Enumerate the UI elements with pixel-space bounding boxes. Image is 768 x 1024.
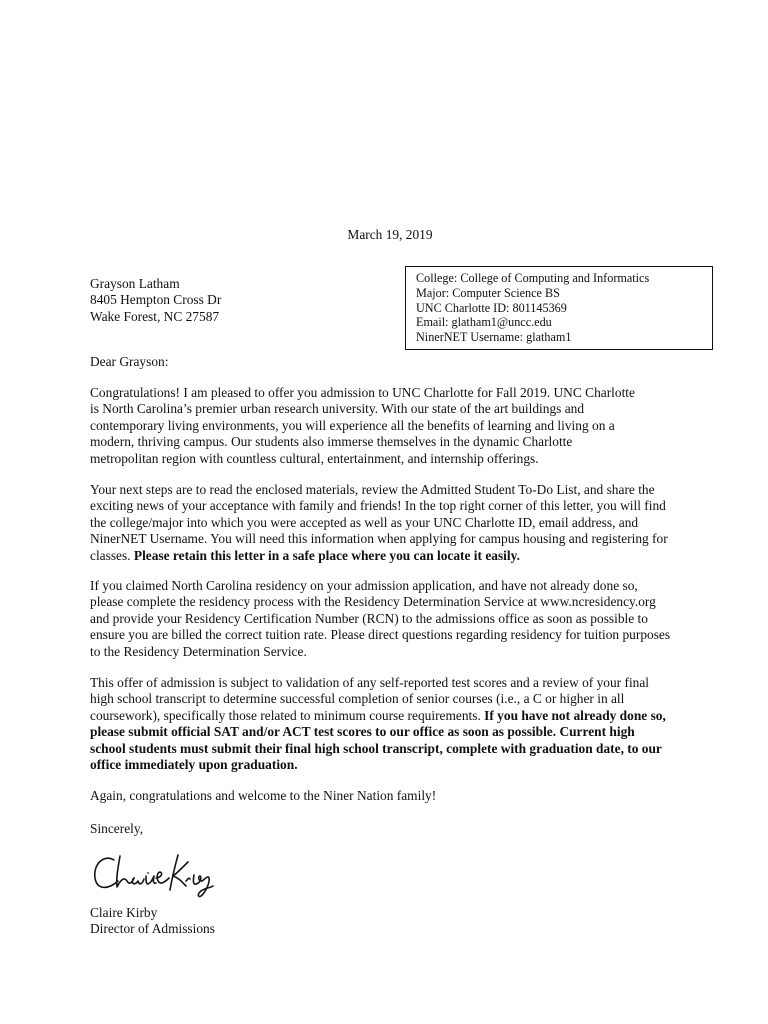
- info-major: Major: Computer Science BS: [416, 285, 560, 300]
- bold-notice: school students must submit their final high school transcript, complete with graduation date, to our: [90, 740, 662, 756]
- retain-letter-notice: Please retain this letter in a safe place where you can locate it easily.: [133, 547, 520, 563]
- paragraph-line: high school transcript to determine successful completion of senior courses (i.e., a C or higher in all: [90, 691, 625, 707]
- bold-notice: please submit official SAT and/or ACT test scores to our office as soon as possible. Current high: [90, 724, 635, 740]
- salutation: Dear Grayson:: [90, 354, 169, 369]
- paragraph-line: exciting news of your acceptance with family and friends! In the top right corner of this letter, you will find: [90, 498, 666, 514]
- signature-image: [90, 848, 215, 903]
- paragraph-offer-conditions: [90, 675, 700, 773]
- signer-block: [90, 905, 215, 938]
- paragraph-line: [90, 708, 700, 724]
- info-username: NinerNET Username: glatham1: [416, 330, 572, 345]
- paragraph-line: contemporary living environments, you will experience all the benefits of learning and living on a: [90, 417, 615, 433]
- bold-notice: If you have not already done so,: [484, 707, 666, 723]
- paragraph-line: ensure you are billed the correct tuition rate. Please direct questions regarding residency for tuition purposes: [90, 627, 671, 643]
- paragraph-line: to the Residency Determination Service.: [90, 643, 307, 659]
- paragraph-line: [90, 741, 700, 757]
- signature-dot: [147, 872, 149, 874]
- signer-name: Claire Kirby: [90, 905, 158, 920]
- paragraph-text: classes.: [90, 547, 134, 563]
- paragraph-line: please complete the residency process with the Residency Determination Service at www.ncresidency.org: [90, 594, 656, 610]
- closing: Sincerely,: [90, 821, 144, 836]
- paragraph-line: [90, 724, 700, 740]
- paragraph-welcome: Again, congratulations and welcome to the Niner Nation family!: [90, 788, 437, 803]
- paragraph-text: coursework), specifically those related to minimum course requirements.: [90, 707, 485, 723]
- paragraph-line: metropolitan region with countless cultural, entertainment, and internship offerings.: [90, 450, 539, 466]
- recipient-city: Wake Forest, NC 27587: [90, 308, 220, 324]
- info-college: College: College of Computing and Informatics: [416, 271, 650, 285]
- paragraph-line: and provide your Residency Certification Number (RCN) to the admissions office as soon as possible to: [90, 610, 648, 626]
- paragraph-congratulations: [90, 385, 700, 467]
- paragraph-line: [90, 757, 700, 773]
- paragraph-line: is North Carolina’s premier urban research university. With our state of the art buildings and: [90, 401, 585, 417]
- paragraph-next-steps: [90, 482, 700, 564]
- info-email: Email: glatham1@uncc.edu: [416, 315, 552, 330]
- paragraph-line: modern, thriving campus. Our students also immerse themselves in the dynamic Charlotte: [90, 434, 573, 450]
- paragraph-line: If you claimed North Carolina residency on your admission application, and have not already done so,: [90, 578, 638, 593]
- recipient-address: [90, 276, 221, 325]
- paragraph-residency: [90, 578, 700, 660]
- paragraph-line: NinerNET Username. You will need this information when applying for campus housing and registering for: [90, 531, 668, 547]
- signer-title: Director of Admissions: [90, 921, 215, 937]
- bold-notice: office immediately upon graduation.: [90, 757, 298, 773]
- paragraph-line: the college/major into which you were accepted as well as your UNC Charlotte ID, email address, and: [90, 514, 639, 530]
- recipient-street: 8405 Hempton Cross Dr: [90, 292, 222, 308]
- paragraph-line: Congratulations! I am pleased to offer you admission to UNC Charlotte for Fall 2019. UNC Charlotte: [90, 385, 635, 400]
- paragraph-line: Your next steps are to read the enclosed materials, review the Admitted Student To-Do List, and share the: [90, 482, 655, 497]
- letter-date: March 19, 2019: [347, 227, 433, 242]
- paragraph-line: This offer of admission is subject to validation of any self-reported test scores and a review of your final: [90, 675, 650, 690]
- student-info-box: [405, 266, 713, 350]
- recipient-name: Grayson Latham: [90, 276, 180, 291]
- info-student-id: UNC Charlotte ID: 801145369: [416, 300, 567, 315]
- paragraph-line: [90, 548, 700, 564]
